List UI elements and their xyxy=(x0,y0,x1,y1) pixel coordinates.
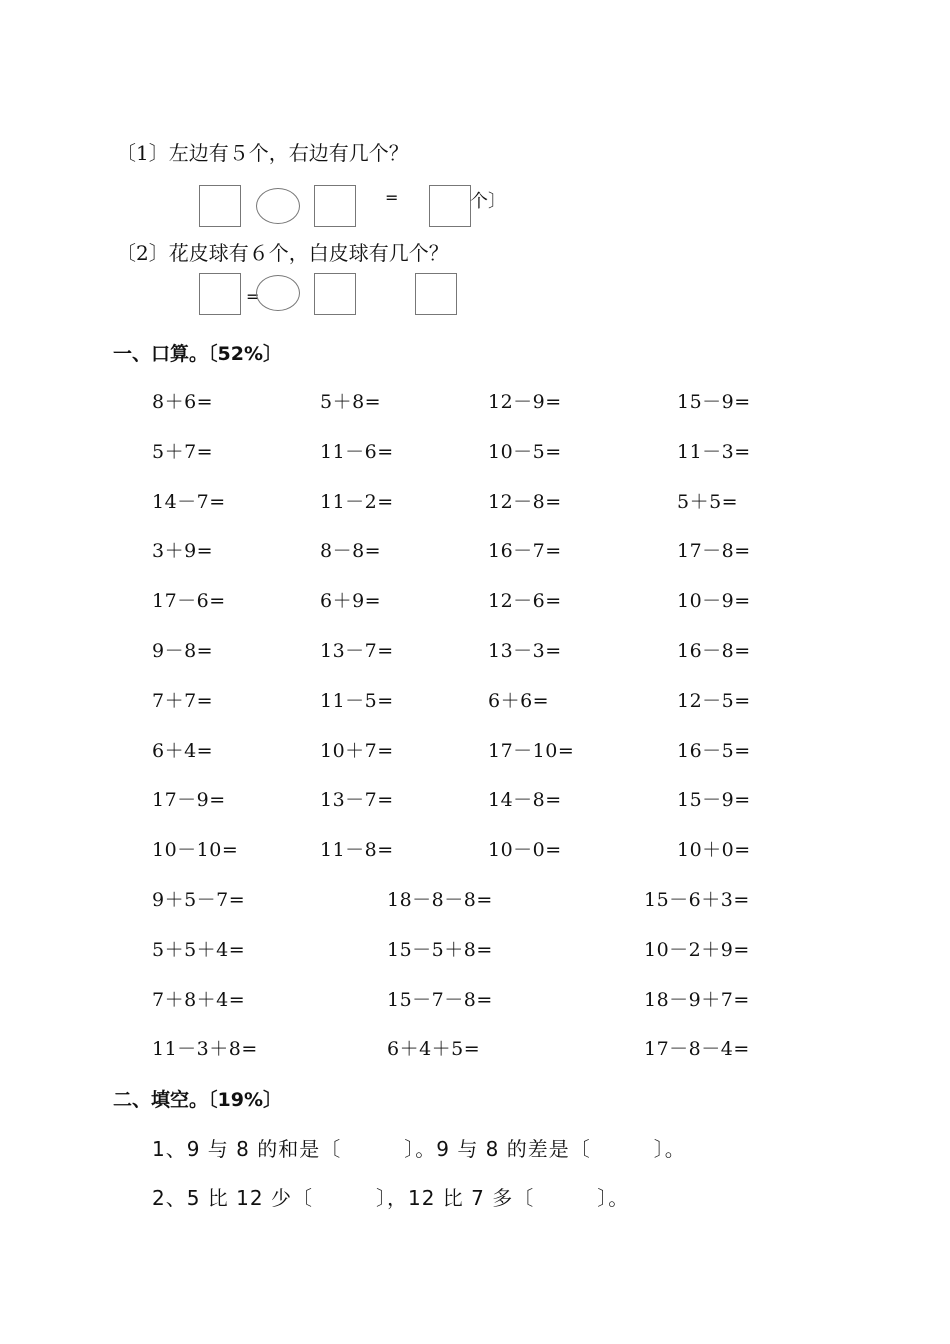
equation: 6＋4= xyxy=(152,739,214,762)
equation: 10－2＋9= xyxy=(644,938,750,961)
equation: 11－3＋8= xyxy=(152,1038,258,1061)
section-2-heading: 二、填空。〔19%〕 xyxy=(113,1089,282,1111)
operator-oval[interactable] xyxy=(256,188,300,224)
equation: 9－8= xyxy=(152,640,214,662)
equation: 15－7－8= xyxy=(387,988,493,1011)
equation: 15－5＋8= xyxy=(387,938,493,961)
equation: 14－7= xyxy=(152,490,226,513)
equation: 15－6＋3= xyxy=(644,889,750,911)
equation: 13－3= xyxy=(488,640,562,662)
equation: 15－9= xyxy=(677,789,751,812)
equation: 11－3= xyxy=(677,440,751,463)
equation: 8＋6= xyxy=(152,391,214,413)
equation: 11－2= xyxy=(320,490,394,513)
equation: 6＋9= xyxy=(320,590,382,613)
equation: 17－9= xyxy=(152,789,226,812)
equation: 5＋5= xyxy=(677,490,739,513)
equation: 8－8= xyxy=(320,540,382,563)
answer-box[interactable] xyxy=(199,273,241,315)
equation: 7＋7= xyxy=(152,689,214,712)
equation: 10－9= xyxy=(677,590,751,613)
equation: 5＋7= xyxy=(152,440,214,463)
equation: 18－8－8= xyxy=(387,889,493,911)
equation: 3＋9= xyxy=(152,540,214,563)
equation: 11－5= xyxy=(320,689,394,712)
equation: 11－6= xyxy=(320,440,394,463)
equation: 13－7= xyxy=(320,789,394,812)
equation: 10－5= xyxy=(488,440,562,463)
equation: 16－8= xyxy=(677,640,751,662)
equation: 17－6= xyxy=(152,590,226,613)
equation: 11－8= xyxy=(320,839,394,862)
equation: 12－8= xyxy=(488,490,562,513)
equation: 17－10= xyxy=(488,739,575,762)
problem-1-text: 〔1〕左边有５个，右边有几个？ xyxy=(116,141,409,165)
equation: 7＋8＋4= xyxy=(152,988,246,1011)
equation: 6＋4＋5= xyxy=(387,1038,481,1061)
section-1-heading: 一、口算。〔52%〕 xyxy=(113,343,282,365)
answer-box[interactable] xyxy=(314,185,356,227)
equation: 13－7= xyxy=(320,640,394,662)
equation: 10＋0= xyxy=(677,839,751,862)
equation: 15－9= xyxy=(677,391,751,413)
equation: 12－6= xyxy=(488,590,562,613)
equation: 17－8－4= xyxy=(644,1038,750,1061)
answer-box[interactable] xyxy=(415,273,457,315)
equation: 10－0= xyxy=(488,839,562,862)
fill-blank-item-1: 1、9 与 8 的和是〔 〕。9 与 8 的差是〔 〕。 xyxy=(152,1137,686,1161)
answer-box[interactable] xyxy=(199,185,241,227)
unit-label: 个〕 xyxy=(470,191,506,212)
equation: 17－8= xyxy=(677,540,751,563)
equation: 14－8= xyxy=(488,789,562,812)
equation: 9＋5－7= xyxy=(152,889,246,911)
equals-sign: = xyxy=(385,188,399,207)
equation: 12－5= xyxy=(677,689,751,712)
equation: 10－10= xyxy=(152,839,239,862)
equation: 5＋5＋4= xyxy=(152,938,246,961)
equation: 16－7= xyxy=(488,540,562,563)
fill-blank-item-2: 2、5 比 12 少〔 〕，12 比 7 多〔 〕。 xyxy=(152,1186,630,1210)
equals-sign: = xyxy=(246,287,260,306)
equation: 6＋6= xyxy=(488,689,550,712)
equation: 10＋7= xyxy=(320,739,394,762)
equation: 12－9= xyxy=(488,391,562,413)
problem-2-text: 〔2〕花皮球有６个，白皮球有几个？ xyxy=(116,241,449,265)
answer-box[interactable] xyxy=(429,185,471,227)
answer-box[interactable] xyxy=(314,273,356,315)
equation: 18－9＋7= xyxy=(644,988,750,1011)
equation: 16－5= xyxy=(677,739,751,762)
equation: 5＋8= xyxy=(320,391,382,413)
operator-oval[interactable] xyxy=(256,275,300,311)
